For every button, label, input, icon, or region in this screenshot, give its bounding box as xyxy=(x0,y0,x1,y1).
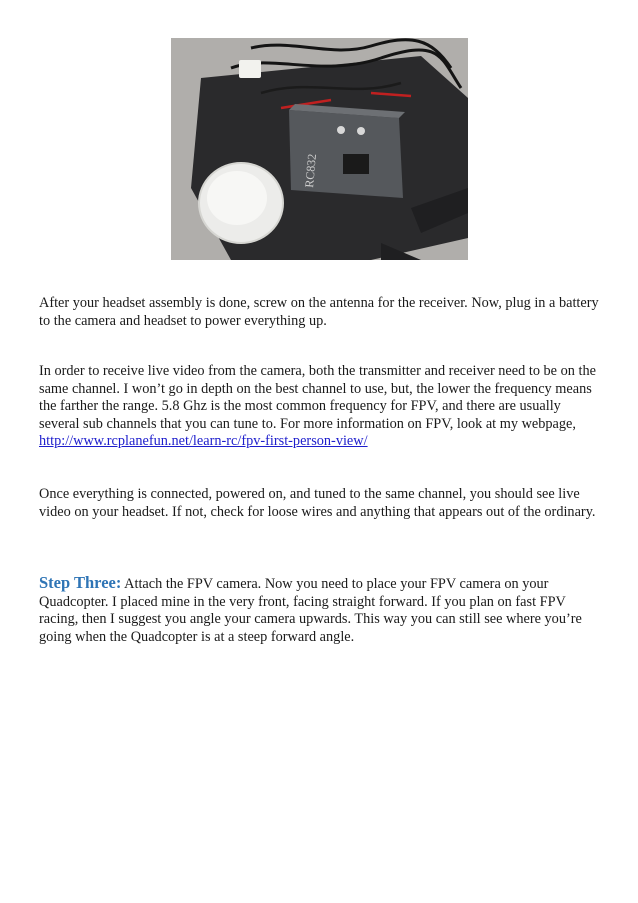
paragraph-channel-text: In order to receive live video from the camera, both the transmitter and receiver need to be on the same channel. I won’t go in depth on the best channel to use, but, the lower the frequency means the farther the range. 5.8 Ghz is the most common frequency for FPV, and there are usually several sub channels that you can tune to. For more information on FPV, look at my webpage, xyxy=(39,363,596,432)
paragraph-headset-assembly: After your headset assembly is done, screw on the antenna for the receiver. Now, plug in a battery to the camera and headset to power everything up. xyxy=(39,295,599,329)
webpage-link[interactable]: http://www.rcplanefun.net/learn-rc/fpv-first-person-view/ xyxy=(39,433,368,449)
paragraph-live-video: Once everything is connected, powered on, and tuned to the same channel, you should see live video on your headset. If not, check for loose wires and anything that appears out of the ordinary. xyxy=(39,486,596,520)
photo-illustration xyxy=(171,38,468,260)
fpv-receiver-photo xyxy=(171,38,468,260)
step-three-heading: Step Three: xyxy=(39,573,122,592)
paragraph-channel-info xyxy=(39,363,601,451)
paragraph-step-three xyxy=(39,574,601,646)
device-label: RC832 xyxy=(302,153,319,189)
step-three-text: Attach the FPV camera. Now you need to place your FPV camera on your Quadcopter. I placed mine in the very front, facing straight forward. If you plan on fast FPV racing, then I suggest you angle your camera upwards. This way you can still see where you’re going when the Quadcopter is at a steep forward angle. xyxy=(39,576,582,645)
